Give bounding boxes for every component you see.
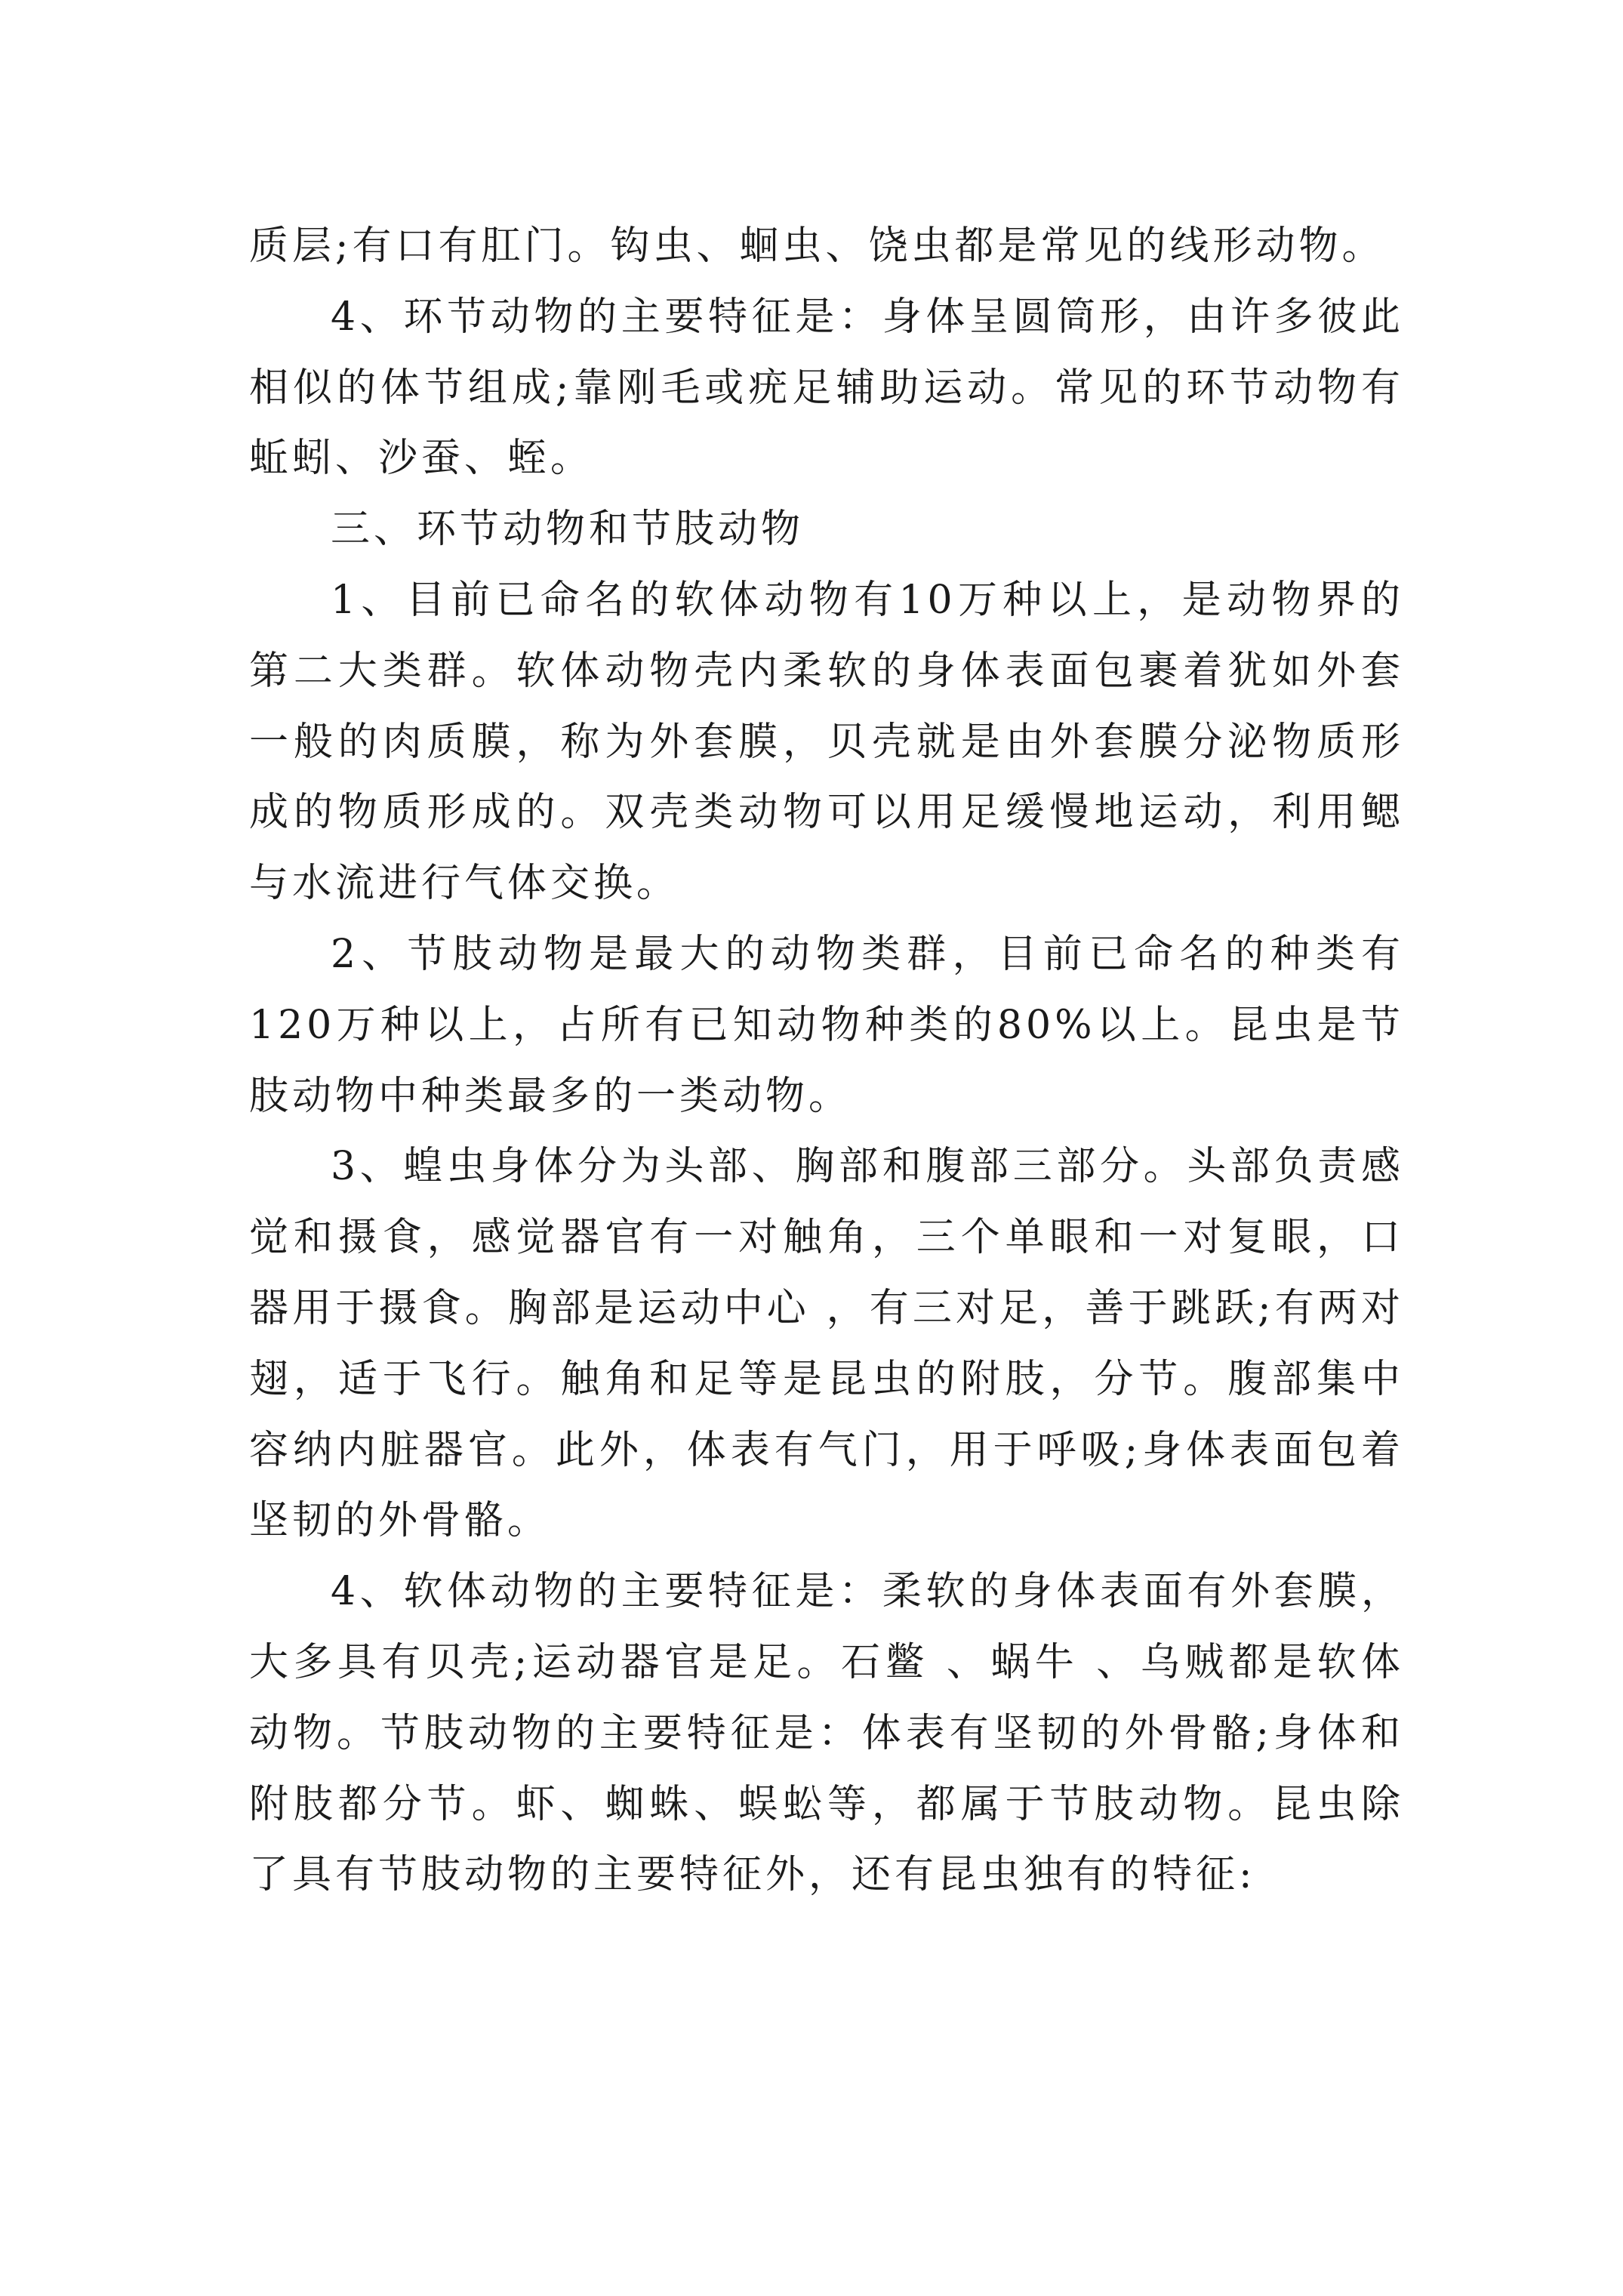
paragraph-2: 4、环节动物的主要特征是：身体呈圆筒形，由许多彼此相似的体节组成;靠刚毛或疣足辅助运动。常见的环节动物有蚯蚓、沙蚕、蛭。 bbox=[249, 294, 1404, 482]
paragraph-3: 1、目前已命名的软体动物有10万种以上，是动物界的第二大类群。软体动物壳内柔软的身体表面包裹着犹如外套一般的肉质膜，称为外套膜，贝壳就是由外套膜分泌物质形成的物质形成的。双壳类动物可以用足缓慢地运动，利用鳃与水流进行气体交换。 bbox=[249, 577, 1404, 907]
paragraph-1: 质层;有口有肛门。钩虫、蛔虫、饶虫都是常见的线形动物。 bbox=[249, 223, 1385, 269]
paragraph-6: 4、软体动物的主要特征是：柔软的身体表面有外套膜，大多具有贝壳;运动器官是足。石鳖 、蜗牛 、乌贼都是软体动物。节肢动物的主要特征是：体表有坚韧的外骨骼;身体和附肢都分节。虾、蜘蛛、蜈蚣等，都属于节肢动物。昆虫除了具有节肢动物的主要特征外，还有昆虫独有的特征: bbox=[249, 1569, 1404, 1898]
paragraph-5: 3、蝗虫身体分为头部、胸部和腹部三部分。头部负责感觉和摄食，感觉器官有一对触角，三个单眼和一对复眼，口器用于摄食。胸部是运动中心 ，有三对足，善于跳跃;有两对翅，适于飞行。触角和足等是昆虫的附肢，分节。腹部集中容纳内脏器官。此外，体表有气门，用于呼吸;身体表面包着坚韧的外骨骼。 bbox=[249, 1144, 1404, 1544]
paragraph-4: 2、节肢动物是最大的动物类群，目前已命名的种类有120万种以上，占所有已知动物种类的80%以上。昆虫是节肢动物中种类最多的一类动物。 bbox=[249, 931, 1404, 1119]
document-body bbox=[249, 211, 1404, 1911]
section-heading: 三、环节动物和节肢动物 bbox=[331, 507, 805, 553]
